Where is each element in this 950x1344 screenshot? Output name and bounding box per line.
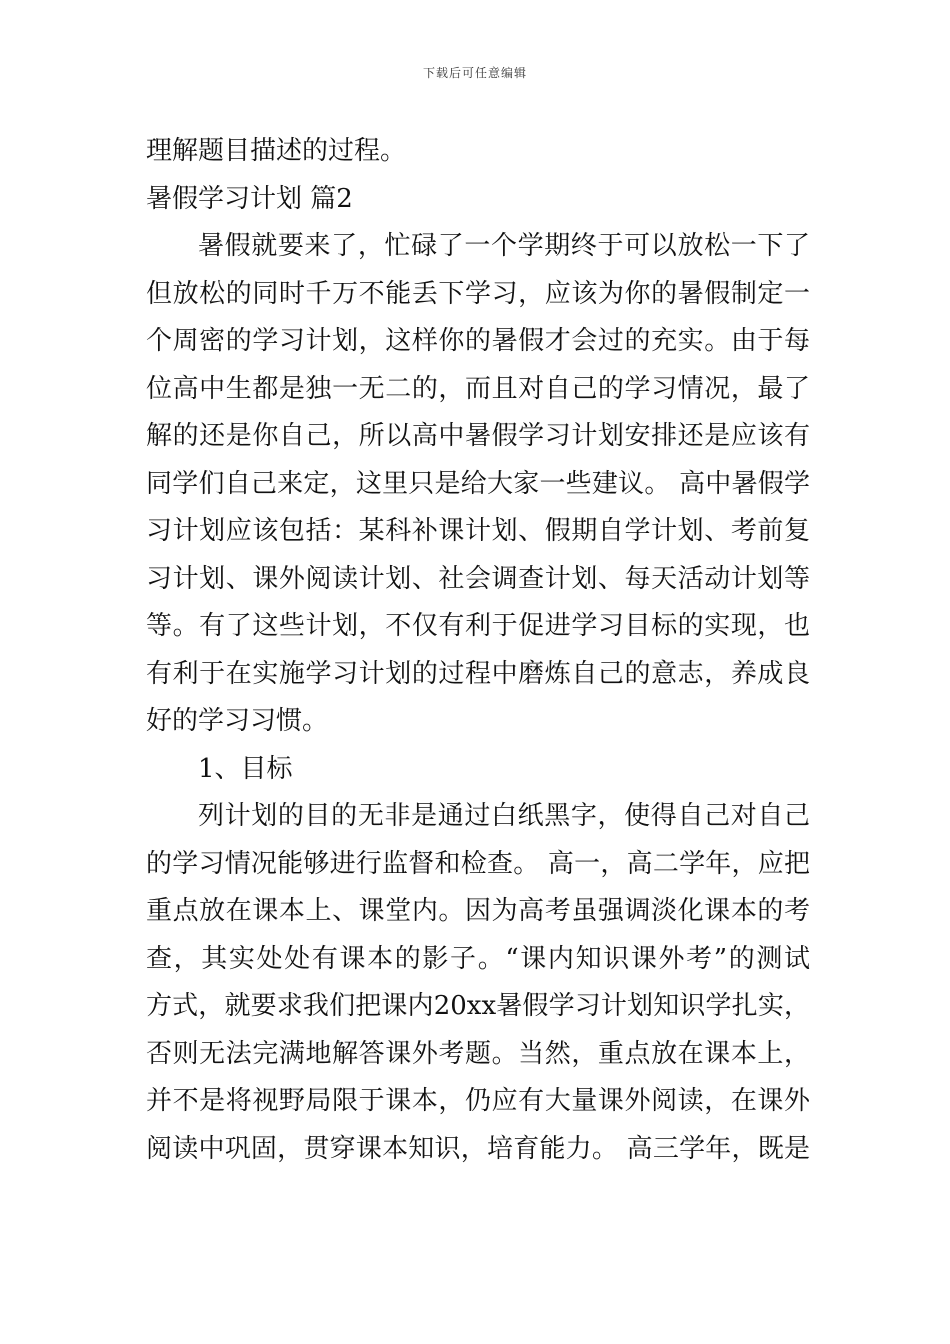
section-heading: 暑假学习计划 篇2 bbox=[146, 183, 353, 214]
text-line: 个周密的学习计划，这样你的暑假才会过的充实。由于每 bbox=[146, 326, 810, 356]
text-line: 方式，就要求我们把课内20xx暑假学习计划知识学扎实， bbox=[146, 991, 810, 1021]
text-line: 好的学习习惯。 bbox=[146, 706, 329, 736]
text-line: 并不是将视野局限于课本，仍应有大量课外阅读，在课外 bbox=[146, 1086, 810, 1116]
text-line: 暑假就要来了，忙碌了一个学期终于可以放松一下了 bbox=[198, 231, 810, 261]
text-line: 查，其实处处有课本的影子。“课内知识课外考”的测试 bbox=[146, 943, 810, 974]
text-line: 习计划应该包括：某科补课计划、假期自学计划、考前复 bbox=[146, 516, 810, 546]
page-header: 下载后可任意编辑 bbox=[422, 66, 527, 80]
text-line: 否则无法完满地解答课外考题。当然，重点放在课本上， bbox=[146, 1038, 810, 1069]
text-line: 理解题目描述的过程。 bbox=[146, 136, 407, 166]
list-heading: 1、目标 bbox=[198, 753, 293, 784]
document-body bbox=[146, 128, 810, 1173]
text-line: 列计划的目的无非是通过白纸黑字，使得自己对自己 bbox=[198, 801, 810, 831]
text-line: 位高中生都是独一无二的，而且对自己的学习情况，最了 bbox=[146, 373, 810, 404]
text-line: 但放松的同时千万不能丢下学习，应该为你的暑假制定一 bbox=[146, 278, 810, 309]
text-line: 解的还是你自己，所以高中暑假学习计划安排还是应该有 bbox=[146, 421, 810, 451]
text-line: 同学们自己来定，这里只是给大家一些建议。 高中暑假学 bbox=[146, 468, 810, 499]
text-line: 习计划、课外阅读计划、社会调查计划、每天活动计划等 bbox=[146, 563, 810, 594]
text-line: 有利于在实施学习计划的过程中磨炼自己的意志，养成良 bbox=[146, 658, 810, 689]
text-line: 等。有了这些计划，不仅有利于促进学习目标的实现，也 bbox=[146, 611, 810, 641]
text-line: 阅读中巩固，贯穿课本知识，培育能力。 高三学年，既是 bbox=[146, 1133, 810, 1164]
text-line: 重点放在课本上、课堂内。因为高考虽强调淡化课本的考 bbox=[146, 896, 810, 926]
text-line: 的学习情况能够进行监督和检查。 高一，高二学年，应把 bbox=[146, 848, 810, 879]
